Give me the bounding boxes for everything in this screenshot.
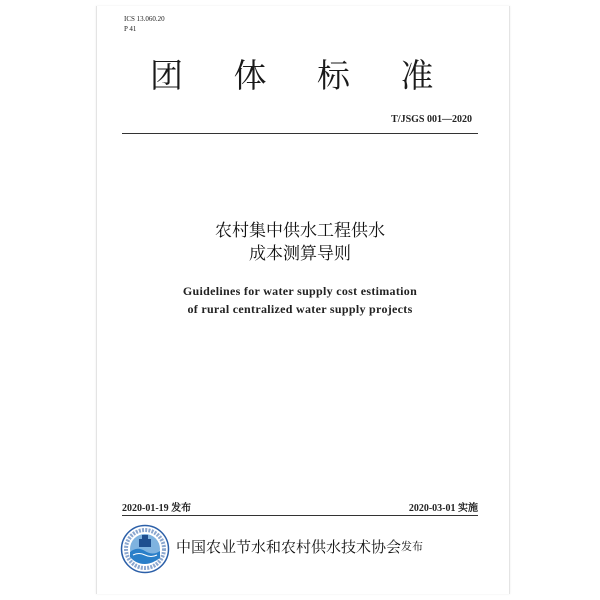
classification-codes xyxy=(124,14,165,34)
chinese-title-line-1: 农村集中供水工程供水 xyxy=(215,221,385,241)
standard-type-title: 团 体 标 准 xyxy=(150,56,454,95)
english-title xyxy=(120,282,480,318)
ccs-code: P 41 xyxy=(124,25,137,33)
bottom-divider xyxy=(122,515,478,516)
publish-label: 发布 xyxy=(401,540,423,553)
association-seal-icon xyxy=(120,524,170,574)
top-divider xyxy=(122,133,478,134)
english-title-line-2: of rural centralized water supply projects xyxy=(187,302,413,316)
chinese-title xyxy=(120,220,480,266)
issue-date: 2020-01-19 发布 xyxy=(122,503,192,514)
standard-number: T/JSGS 001—2020 xyxy=(391,114,472,125)
publisher-name: 中国农业节水和农村供水技术协会 xyxy=(176,538,402,556)
english-title-line-1: Guidelines for water supply cost estimation xyxy=(182,284,418,298)
ics-code: ICS 13.060.20 xyxy=(124,15,165,23)
chinese-title-line-2: 成本测算导则 xyxy=(249,244,351,264)
implement-date: 2020-03-01 实施 xyxy=(408,503,478,514)
